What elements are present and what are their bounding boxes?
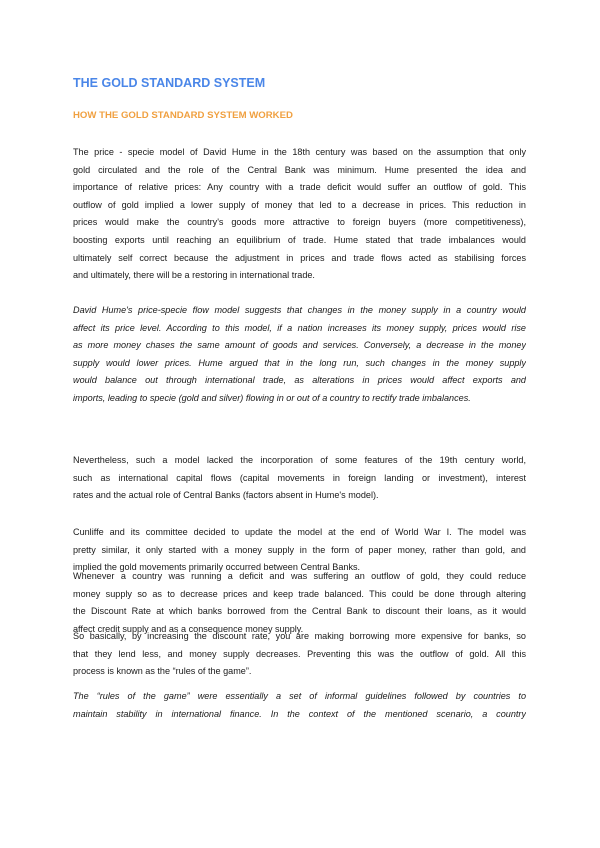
text-line: rates and the actual role of Central Banks (factors absent in Hume's model). (73, 490, 379, 501)
text-line: and ultimately, there will be a restoring in international trade. (73, 270, 315, 281)
text-line: So basically, by increasing the discount rate, you are making borrowing more expensive for banks, so (73, 631, 526, 641)
text-line: the Discount Rate at which banks borrowed from the Central Bank to discount their loans, as it would (73, 606, 526, 617)
text-line: David Hume's price-specie flow model suggests that changes in the money supply in a country would (73, 305, 526, 315)
document-title: THE GOLD STANDARD SYSTEM (73, 76, 266, 90)
paragraph-price-specie-flow (73, 302, 526, 408)
text-line: implied the gold movements primarily occurred between Central Banks. (73, 562, 361, 573)
text-line: ultimately self correct because the adjustment in prices and trade flows acted as stabilising forces (73, 252, 526, 263)
text-line: that they lend less, and money supply decreases. Preventing this was the outflow of gold. All this (73, 648, 526, 659)
text-line: Cunliffe and its committee decided to update the model at the end of World War I. The model was (73, 527, 526, 537)
text-line: process is known as the “rules of the game”. (73, 666, 252, 677)
text-line: gold circulated and the role of the Central Bank was minimum. Hume presented the idea and (73, 164, 526, 175)
text-line: Whenever a country was running a deficit and was suffering an outflow of gold, they could reduce (73, 571, 526, 581)
text-line: would balance out through international trade, as alterations in prices would affect exports and (73, 375, 526, 386)
text-line: The “rules of the game” were essentially a set of informal guidelines followed by countries to (73, 691, 526, 701)
text-line: affect credit supply and as a consequence money supply. (73, 623, 304, 634)
text-line: money supply so as to decrease prices and keep trade balanced. This could be done through altering (73, 588, 526, 599)
text-line: importance of relative prices: Any country with a trade deficit would suffer an outflow of gold. This (73, 182, 526, 193)
text-line: supply would lower prices. Hume argued that in the long run, such changes in the money supply (73, 357, 526, 368)
text-line: pretty similar, it only started with a money supply in the form of paper money, rather than gold, and (73, 544, 526, 555)
text-line: as more money chases the same amount of goods and services. Conversely, a decrease in the money (73, 340, 526, 351)
text-line: such as international capital flows (capital movements in foreign landing or investment), interest (73, 472, 526, 483)
paragraph-discount-rate (73, 628, 526, 681)
text-line: prices would make the country's goods more attractive to foreign buyers (more competitiveness), (73, 217, 526, 228)
text-line: imports, leading to specie (gold and silver) flowing in or out of a country to rectify trade imbalances. (73, 392, 471, 403)
paragraph-limitations (73, 452, 526, 505)
text-line: affect its price level. According to this model, if a nation increases its money supply, prices would rise (73, 322, 526, 333)
paragraph-hume-model (73, 144, 526, 285)
paragraph-rules-of-game (73, 688, 526, 723)
text-line: boosting exports until reaching an equilibrium of trade. Hume stated that trade imbalances would (73, 234, 526, 245)
text-line: maintain stability in international finance. In the context of the mentioned scenario, a country (73, 708, 526, 719)
text-line: Nevertheless, such a model lacked the incorporation of some features of the 19th century world, (73, 455, 526, 465)
text-line: outflow of gold implied a lower supply of money that led to a decrease in prices. This reduction in (73, 199, 526, 210)
text-line: The price - specie model of David Hume in the 18th century was based on the assumption that only (73, 147, 526, 157)
section-heading: HOW THE GOLD STANDARD SYSTEM WORKED (73, 110, 293, 121)
